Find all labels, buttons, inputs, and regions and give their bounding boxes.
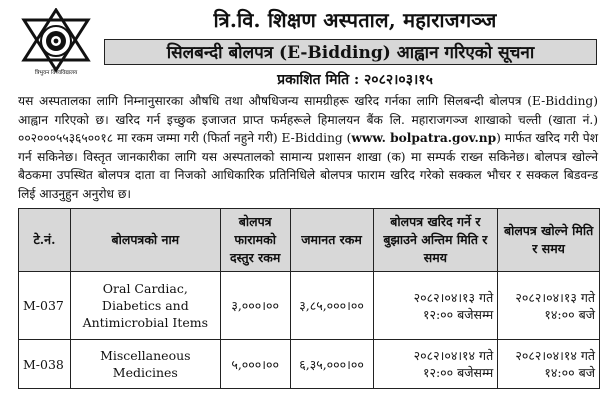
cell-name: Oral Cardiac, Diabetics and Antimicrobial Items	[70, 272, 220, 340]
col-header-tn: टे.नं.	[19, 209, 71, 272]
cell-tn: M-038	[19, 340, 71, 389]
col-header-name: बोलपत्रको नाम	[70, 209, 220, 272]
bids-table	[18, 208, 600, 389]
last-date: २०८२।०४।१३ गते	[413, 289, 494, 305]
logo-caption: त्रिभुवन विश्वविद्यालय	[34, 70, 78, 76]
published-date: प्रकाशित मिति : २०८२।०३।१५	[277, 72, 433, 88]
last-time: १२:०० बजेसम्म	[422, 365, 494, 380]
col-header-opening: बोलपत्र खोल्ने मिति र समय	[498, 209, 600, 272]
tribhuvan-university-logo-icon	[20, 8, 92, 76]
website-link[interactable]: www. bolpatra.gov.np	[351, 131, 497, 146]
table-row	[19, 272, 600, 340]
hospital-name: त्रि.वि. शिक्षण अस्पताल, महाराजगञ्ज	[213, 8, 497, 32]
cell-security: ६,३५,०००।००	[290, 340, 373, 389]
last-date: २०८२।०४।१४ गते	[413, 348, 494, 363]
open-date: २०८२।०४।१४ गते	[515, 348, 595, 363]
notice-body	[18, 92, 598, 204]
cell-tn: M-037	[19, 272, 71, 340]
col-header-last-date: बोलपत्र खरिद गर्ने र बुझाउने अन्तिम मिति र समय	[373, 209, 498, 272]
table-header-row	[19, 209, 600, 272]
body-part-1: यस अस्पतालका लागि निम्नानुसारका औषधि तथा औषधिजन्य सामग्रीहरू खरिद गर्नका लागि सिलबन्दी बोलपत्र (E-Bidding) आह्वान गरिएको छ। खरिद गर्न इच्छुक इजाजत प्राप्त फर्महरूले हिमालयन बैंक लि. महाराजगञ्ज शाखाको चल्ती (खाता नं.) ००२०००५५३६५००१८ मा रकम जम्मा गरी (फिर्ता नहुने गरी) E-Bidding (	[18, 94, 598, 146]
open-time: १४:०० बजे	[544, 306, 595, 322]
cell-security: ३,८५,०००।००	[290, 272, 373, 340]
cell-opening	[498, 340, 600, 389]
cell-last-date	[373, 340, 498, 389]
cell-form-fee: ३,०००।००	[220, 272, 290, 340]
col-header-security: जमानत रकम	[290, 209, 373, 272]
cell-form-fee: ५,०००।००	[220, 340, 290, 389]
last-time: १२:०० बजेसम्म	[422, 306, 494, 322]
notice-title: सिलबन्दी बोलपत्र (E-Bidding) आह्वान गरिएको सूचना	[104, 39, 597, 65]
open-time: १४:०० बजे	[544, 365, 595, 380]
cell-opening	[498, 272, 600, 340]
body-part-2: ) मार्फत खरिद गरी पेश गर्न सकिनेछ। विस्तृत जानकारीका लागि यस अस्पतालको सामान्य प्रशासन शाखा (क) मा सम्पर्क राख्न सकिनेछ। बोलपत्र खोल्ने बैठकमा उपस्थित बोलपत्र दाता वा निजको आधिकारिक प्रतिनिधिले बोलपत्र फाराम खरिद गरेको सक्कल भौचर र सक्कल बिडवन्ड लिई आउनुहुन अनुरोध छ।	[18, 131, 598, 201]
open-date: २०८२।०४।१३ गते	[515, 289, 595, 305]
col-header-form-fee: बोलपत्र फारामको दस्तुर रकम	[220, 209, 290, 272]
table-row	[19, 340, 600, 389]
cell-last-date	[373, 272, 498, 340]
cell-name: Miscellaneous Medicines	[70, 340, 220, 389]
